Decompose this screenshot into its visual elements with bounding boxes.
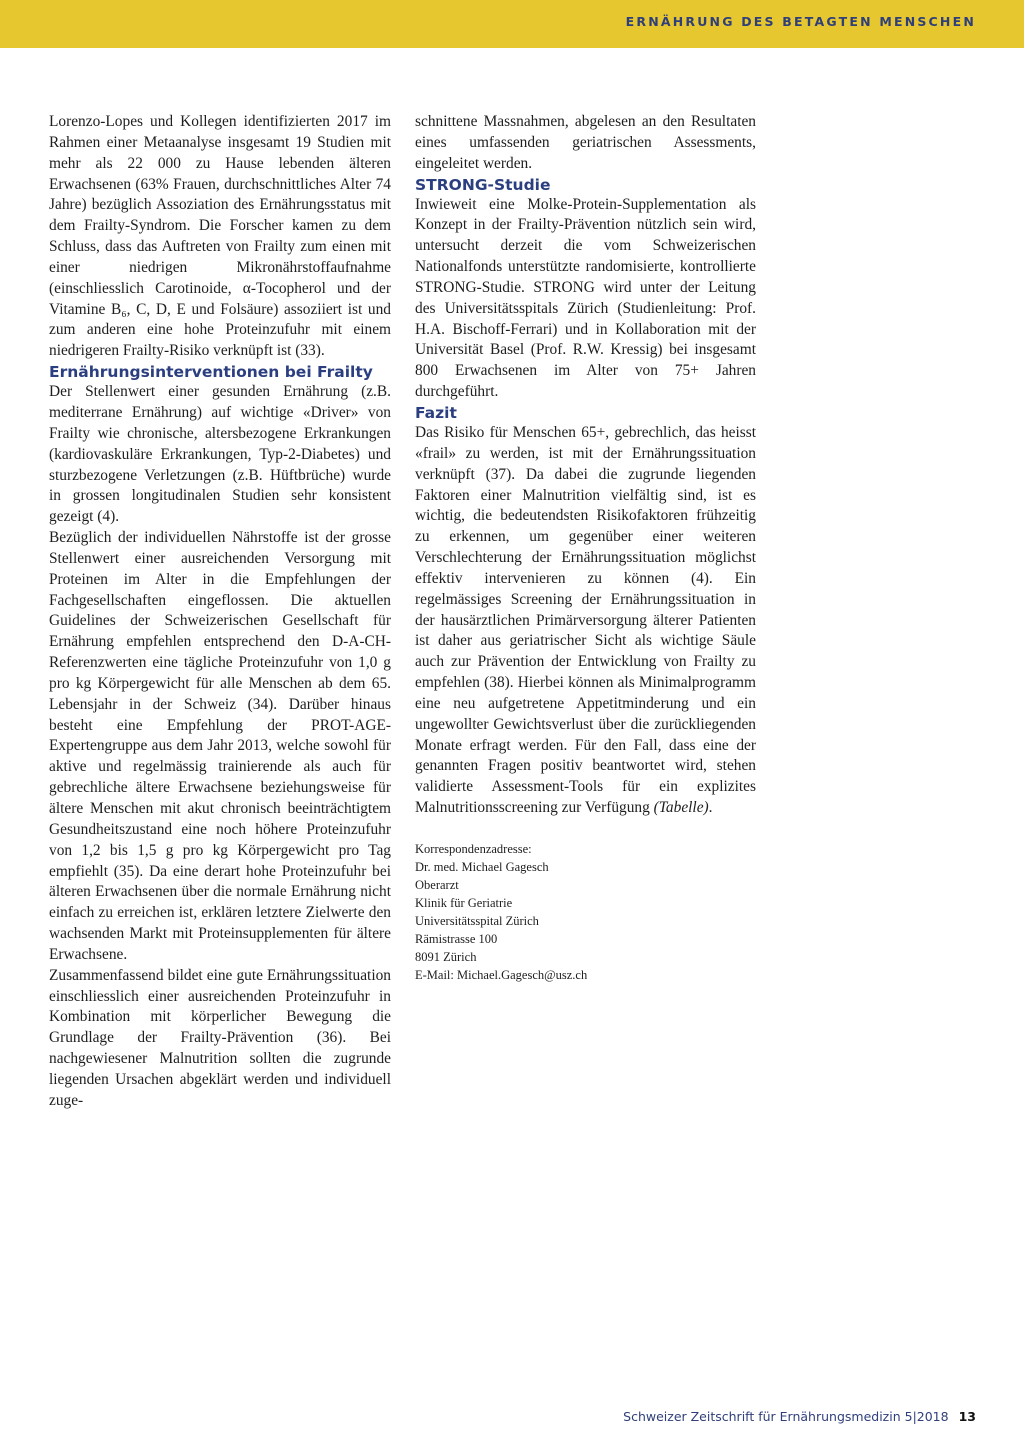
table-reference: (Tabelle) [653,799,709,817]
section-heading: Fazit [415,403,457,422]
paragraph: schnittene Massnahmen, abgelesen an den Resultaten eines umfassenden geriatrischen Assessments, eingeleitet werden. [415,113,756,172]
paragraph: Inwieweit eine Molke-Protein-Supplementation als Konzept in der Frailty-Prävention nützlich sein wird, untersucht derzeit die vom Schweizerischen Nationalfonds unterstützte randomisierte, kontrollierte STRONG-Studie. STRONG wird unter der Leitung des Universitätsspitals Zürich (Studienleitung: Prof. H.A. Bischoff-Ferrari) und in Kollaboration mit der Universität Basel (Prof. R.W. Kressig) bei insgesamt 800 Erwachsenen im Alter von 75+ Jahren durchgeführt. [415,195,756,401]
email-line: E-Mail: Michael.Gagesch@usz.ch [415,968,588,982]
journal-name: Schweizer Zeitschrift für Ernährungsmedizin 5|2018 [623,1409,949,1424]
paragraph: Lorenzo-Lopes und Kollegen identifizierten 2017 im Rahmen einer Metaanalyse insgesamt 19 Studien mit mehr als 22 000 zu Hause lebenden älteren Erwachsenen (63% Frauen, durchschnittliches Alter 74 Jahre) bezüglich Assoziation des Ernährungsstatus mit dem Frailty-Syndrom. Die Forscher kamen zu dem Schluss, dass das Auftreten von Frailty zum einen mit einer niedrigen Mikronährstoffaufnahme (einschliesslich Carotinoide, α-Tocopherol und der Vitamine B₆, C, D, E und Folsäure) assoziiert ist und zum anderen eine hohe Proteinzufuhr mit einem niedrigeren Frailty-Risiko verknüpft ist (33). [49,113,391,360]
address-line: Rämistrasse 100 [415,932,498,946]
correspondence-address [415,840,756,984]
header-bar [0,0,1024,48]
paragraph: Bezüglich der individuellen Nährstoffe ist der grosse Stellenwert einer ausreichenden Versorgung mit Proteinen im Alter in die Empfehlungen der Fachgesellschaften eingeflossen. Die aktuellen Guidelines der Schweizerischen Gesellschaft für Ernährung empfehlen entsprechend den D-A-CH-Referenzwerten eine tägliche Proteinzufuhr von 1,0 g pro kg Körpergewicht für alle Menschen ab dem 65. Lebensjahr in der Schweiz (34). Darüber hinaus besteht eine Empfehlung der PROT-AGE-Expertengruppe aus dem Jahr 2013, welche sowohl für aktive und regelmässig trainierende als auch für gebrechliche ältere Erwachsene beziehungsweise für ältere Menschen mit akut chronisch beeinträchtigtem Gesundheitszustand eine noch höhere Proteinzufuhr von 1,2 bis 1,5 g pro kg Körpergewicht pro Tag empfiehlt (35). Da eine derart hohe Proteinzufuhr bei älteren Erwachsenen über die normale Ernährung nicht einfach zu erreichen ist, erklären letztere Zielwerte den wachsenden Markt mit Proteinsupplementen für ältere Erwachsene. [49,529,391,963]
paragraph: Zusammenfassend bildet eine gute Ernährungssituation einschliesslich einer ausreichenden Proteinzufuhr in Kombination mit körperlicher Bewegung die Grundlage der Frailty-Prävention (36). Bei nachgewiesener Malnutrition sollten die zugrunde liegenden Ursachen abgeklärt werden und individuell zuge- [49,966,391,1109]
address-line: Dr. med. Michael Gagesch [415,860,549,874]
section-title: ERNÄHRUNG DES BETAGTEN MENSCHEN [625,14,976,29]
address-line: 8091 Zürich [415,950,477,964]
section-heading: STRONG-Studie [415,175,551,194]
right-column [415,112,756,984]
address-line: Universitätsspital Zürich [415,914,539,928]
section-heading: Ernährungsinterventionen bei Frailty [49,363,373,382]
page-number: 13 [958,1409,976,1424]
address-line: Klinik für Geriatrie [415,896,513,910]
paragraph-text: Das Risiko für Menschen 65+, gebrechlich, das heisst «frail» zu werden, ist mit der Ernährungssituation verknüpft (37). Da dabei die zugrunde liegenden Faktoren einer Malnutrition vielfältig sind, ist es wichtig, die bedeutendsten Risikofaktoren frühzeitig zu erkennen, um gegenüber einer weiteren Verschlechterung der Ernährungssituation möglichst effektiv intervenieren zu können (4). Ein regelmässiges Screening der Ernährungssituation in der hausärztlichen Primärversorgung älterer Patienten ist daher aus geriatrischer Sicht als wichtige Säule auch zur Prävention der Entwicklung von Frailty zu empfehlen (38). Hierbei können als Minimalprogramm eine neu aufgetretene Appetitminderung und ein ungewollter Gewichtsverlust über die zurückliegenden Monate erfragt werden. Für den Fall, dass eine der genannten Fragen positiv beantwortet wird, stehen validierte Assessment-Tools für ein explizites Malnutritionsscreening zur Verfügung [415,423,756,817]
paragraph [415,423,756,819]
address-line: Korrespondenzadresse: [415,842,532,856]
paragraph-end: . [708,799,713,817]
paragraph: Der Stellenwert einer gesunden Ernährung (z.B. mediterrane Ernährung) auf wichtige «Driver» von Frailty wie chronische, altersbezogene Erkrankungen (kardiovaskuläre Erkrankungen, Typ-2-Diabetes) und sturzbezogene Verletzungen (z.B. Hüftbrüche) wurde in grossen longitudinalen Studien sehr konsistent gezeigt (4). [49,383,391,526]
left-column [49,112,391,1112]
address-line: Oberarzt [415,878,459,892]
page-footer [623,1409,976,1424]
